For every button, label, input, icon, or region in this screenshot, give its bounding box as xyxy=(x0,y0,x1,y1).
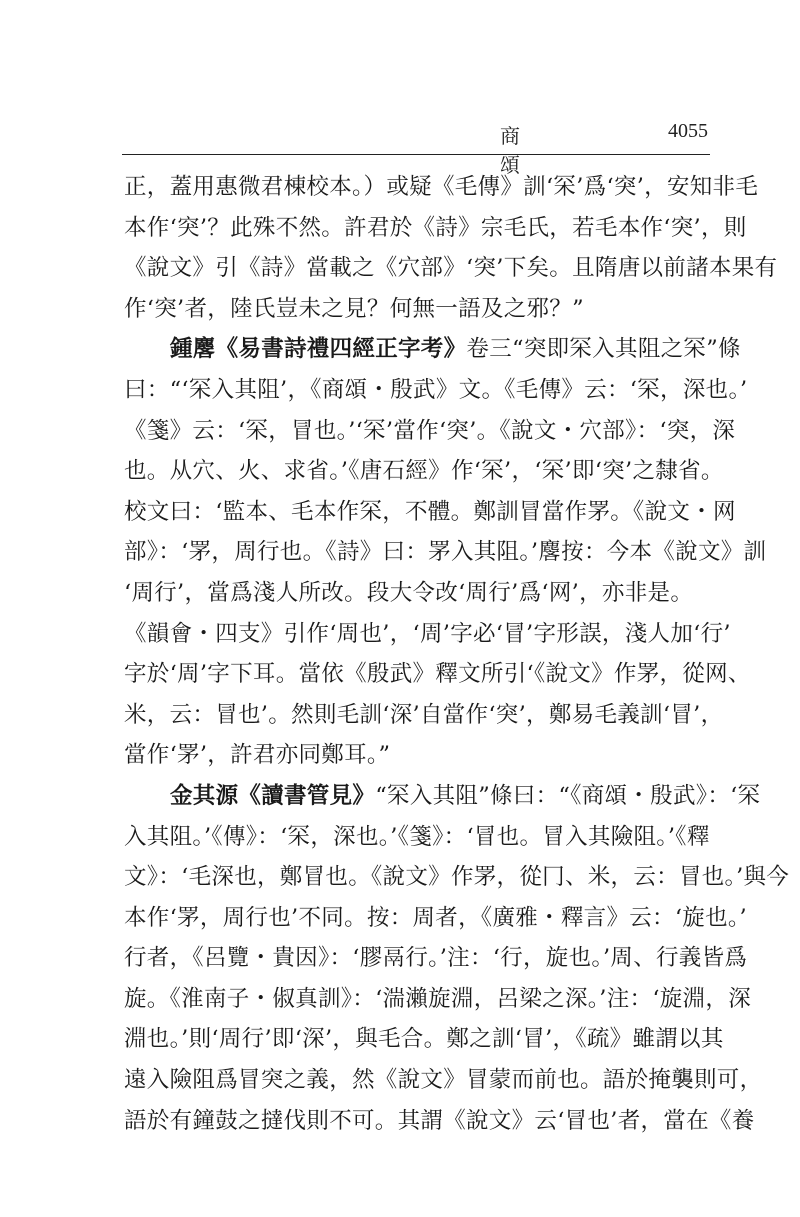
text-line: 語於有鐘鼓之撻伐則不可。其謂《說文》云‘冒也’者，當在《養 xyxy=(124,1107,755,1134)
cited-book-title: 《易書詩禮四經正字考》 xyxy=(215,336,467,363)
cited-book-title: 《讀書管見》 xyxy=(238,782,376,809)
text-run: “罙入其阻”條曰：“《商頌・殷武》：‘罙 xyxy=(375,782,761,809)
text-line: 《箋》云：‘罙，冒也。’‘罙’當作‘突’。《說文・穴部》：‘突，深 xyxy=(124,417,736,444)
text-line: 淵也。’則‘周行’即‘深’，與毛合。鄭之訓‘冒’，《疏》雖謂以其 xyxy=(124,1026,724,1053)
text-run: 卷三“突即罙入其阻之罙”條 xyxy=(466,336,741,363)
text-line: 旋。《淮南子・俶真訓》：‘湍瀨旋淵，呂梁之深。’注：‘旋淵，深 xyxy=(124,985,752,1012)
text-line: 曰：“‘罙入其阻’，《商頌・殷武》文。《毛傳》云：‘罙，深也。’ xyxy=(124,376,748,403)
text-line: 作‘突’者，陸氏豈未之見？何無一語及之邪？” xyxy=(124,295,584,322)
cited-author: 鍾麐 xyxy=(170,336,216,363)
cited-author: 金其源 xyxy=(170,782,239,809)
text-line: 本作‘突’？此殊不然。許君於《詩》宗毛氏，若毛本作‘突’，則 xyxy=(124,214,747,241)
paragraph-first-line xyxy=(124,776,761,817)
text-line: 文》：‘毛深也，鄭冒也。《說文》作罞，從冂、米，云：冒也。’與今 xyxy=(124,864,790,891)
text-line: ‘周行’，當爲淺人所改。段大令改‘周行’爲‘网’，亦非是。 xyxy=(124,579,694,606)
paragraph-first-line xyxy=(124,329,741,370)
text-line: 入其阻。’《傳》：‘罙，深也。’《箋》：‘冒也。冒入其險阻。’《釋 xyxy=(124,823,710,850)
text-line: 校文曰：‘監本、毛本作罙，不體。鄭訓冒當作罞。《說文・网 xyxy=(124,498,736,525)
text-line: 也。从穴、火、求省。’《唐石經》作‘罙’，‘罙’即‘突’之隸省。 xyxy=(124,458,724,485)
text-line: 正，蓋用惠微君棟校本。）或疑《毛傳》訓‘罙’爲‘突’，安知非毛 xyxy=(124,174,759,200)
text-line: 米，云：冒也’。然則毛訓‘深’自當作‘突’，鄭易毛義訓‘冒’， xyxy=(124,701,724,728)
text-line: 當作‘罞’，許君亦同鄭耳。” xyxy=(124,742,391,769)
text-line: 行者，《呂覽・貴因》：‘膠鬲行。’注：‘行，旋也。’周、行義皆爲 xyxy=(124,945,748,972)
text-line: 字於‘周’字下耳。當依《殷武》釋文所引‘《說文》作罞，從网、 xyxy=(124,661,751,688)
text-line: 部》：‘罞，周行也。《詩》曰：罞入其阻。’麐按：今本《說文》訓 xyxy=(124,539,767,566)
page-header xyxy=(122,120,710,177)
running-title: 商 頌 xyxy=(500,124,544,177)
text-line: 《韻會・四支》引作‘周也’，‘周’字必‘冒’字形誤，淺人加‘行’ xyxy=(124,620,731,647)
page-body xyxy=(124,167,790,1141)
text-line: 《說文》引《詩》當載之《穴部》‘突’下矣。且隋唐以前諸本果有 xyxy=(124,255,778,282)
text-line: 遠入險阻爲冒突之義，然《說文》冒蒙而前也。語於掩襲則可， xyxy=(124,1067,763,1094)
text-line: 本作‘罞，周行也’不同。按：周者，《廣雅・釋言》云：‘旋也。’ xyxy=(124,904,747,931)
page-number: 4055 xyxy=(668,120,708,142)
